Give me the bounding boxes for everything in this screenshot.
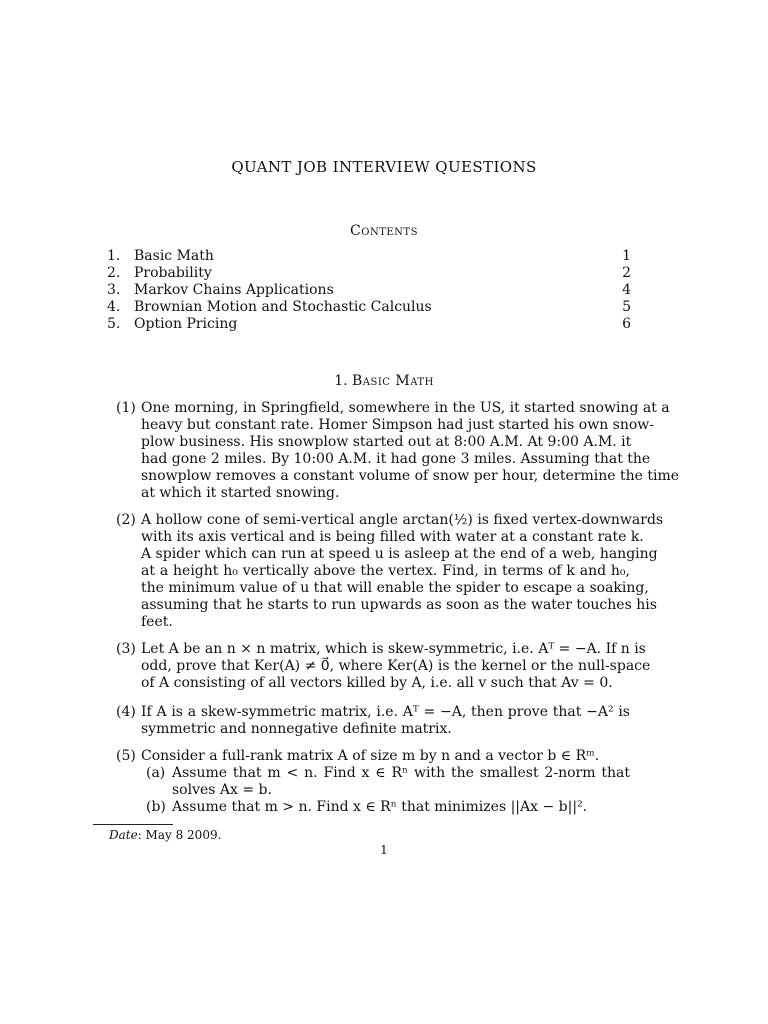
footnote-label: Date [109,828,138,842]
toc-entry[interactable] [107,299,631,316]
toc-entry-number: 3. [107,282,121,298]
toc-entry-title: Brownian Motion and Stochastic Calculus [134,299,432,315]
problem-text-line: heavy but constant rate. Homer Simpson had just started his own snow- [141,417,655,433]
toc-entry[interactable] [107,282,631,299]
problem-text-line: snowplow removes a constant volume of snow per hour, determine the time [141,468,680,484]
toc-entry-page: 1 [622,248,631,264]
problem-text-line: at a height h₀ vertically above the vertex. Find, in terms of k and h₀, [141,563,630,579]
contents-heading: Contents [350,223,418,239]
subpart-text-line: Assume that m > n. Find x ∈ Rⁿ that minimizes ||Ax − b||². [172,799,588,815]
section-title: Basic Math [352,373,434,389]
problem-number: (3) [116,641,136,657]
toc-entry[interactable] [107,265,631,282]
problem-text-line: Let A be an n × n matrix, which is skew-symmetric, i.e. Aᵀ = −A. If n is [141,641,646,657]
problem-text-line: One morning, in Springfield, somewhere in the US, it started snowing at a [141,400,670,416]
problem-text-line: feet. [141,614,173,630]
toc-entry-title: Option Pricing [134,316,238,332]
footnote [109,828,221,843]
section-number: 1. [334,373,348,389]
problem-text-line: had gone 2 miles. By 10:00 A.M. it had gone 3 miles. Assuming that the [141,451,651,467]
problem-text-line: If A is a skew-symmetric matrix, i.e. Aᵀ = −A, then prove that −A² is [141,704,630,720]
problem-text-line: with its axis vertical and is being filled with water at a constant rate k. [141,529,644,545]
problem-text-line: symmetric and nonnegative definite matrix. [141,721,452,737]
problem-text-line: A hollow cone of semi-vertical angle arctan(½) is fixed vertex-downwards [141,512,664,528]
problem-number: (1) [116,400,136,416]
toc-entry-number: 5. [107,316,121,332]
section-heading [0,373,768,389]
problem-text-line: A spider which can run at speed u is asleep at the end of a web, hanging [141,546,658,562]
footnote-text: : May 8 2009. [137,828,222,842]
document-title: QUANT JOB INTERVIEW QUESTIONS [231,158,537,176]
subpart-label: (a) [146,765,166,781]
toc-entry-number: 4. [107,299,121,315]
problem-text-line: of A consisting of all vectors killed by A, i.e. all v such that Av = 0. [141,675,613,691]
subpart-label: (b) [146,799,166,815]
footnote-rule [93,824,173,825]
problem-text-line: the minimum value of u that will enable the spider to escape a soaking, [141,580,649,596]
toc-entry[interactable] [107,316,631,333]
subpart-text-line: solves Ax = b. [172,782,272,798]
problem-text-line: plow business. His snowplow started out at 8:00 A.M. At 9:00 A.M. it [141,434,632,450]
toc-entry-title: Probability [134,265,212,281]
toc-entry-title: Basic Math [134,248,214,264]
problem-number: (4) [116,704,136,720]
toc-entry-number: 2. [107,265,121,281]
problem-text-line: assuming that he starts to run upwards as soon as the water touches his [141,597,657,613]
toc-entry-number: 1. [107,248,121,264]
toc-entry-page: 6 [622,316,631,332]
toc-entry[interactable] [107,248,631,265]
toc-entry-page: 5 [622,299,631,315]
problem-text-line: odd, prove that Ker(A) ≠ 0⃗, where Ker(A) is the kernel or the null-space [141,658,651,674]
toc-entry-page: 2 [622,265,631,281]
subpart-text-line: Assume that m < n. Find x ∈ Rⁿ with the smallest 2-norm that [172,765,630,781]
problem-text-line: Consider a full-rank matrix A of size m by n and a vector b ∈ Rᵐ. [141,748,600,764]
problem-text-line: at which it started snowing. [141,485,340,501]
table-of-contents [107,248,631,333]
page-number: 1 [380,843,388,857]
toc-entry-title: Markov Chains Applications [134,282,334,298]
problem-number: (5) [116,748,136,764]
problem-number: (2) [116,512,136,528]
toc-entry-page: 4 [622,282,631,298]
